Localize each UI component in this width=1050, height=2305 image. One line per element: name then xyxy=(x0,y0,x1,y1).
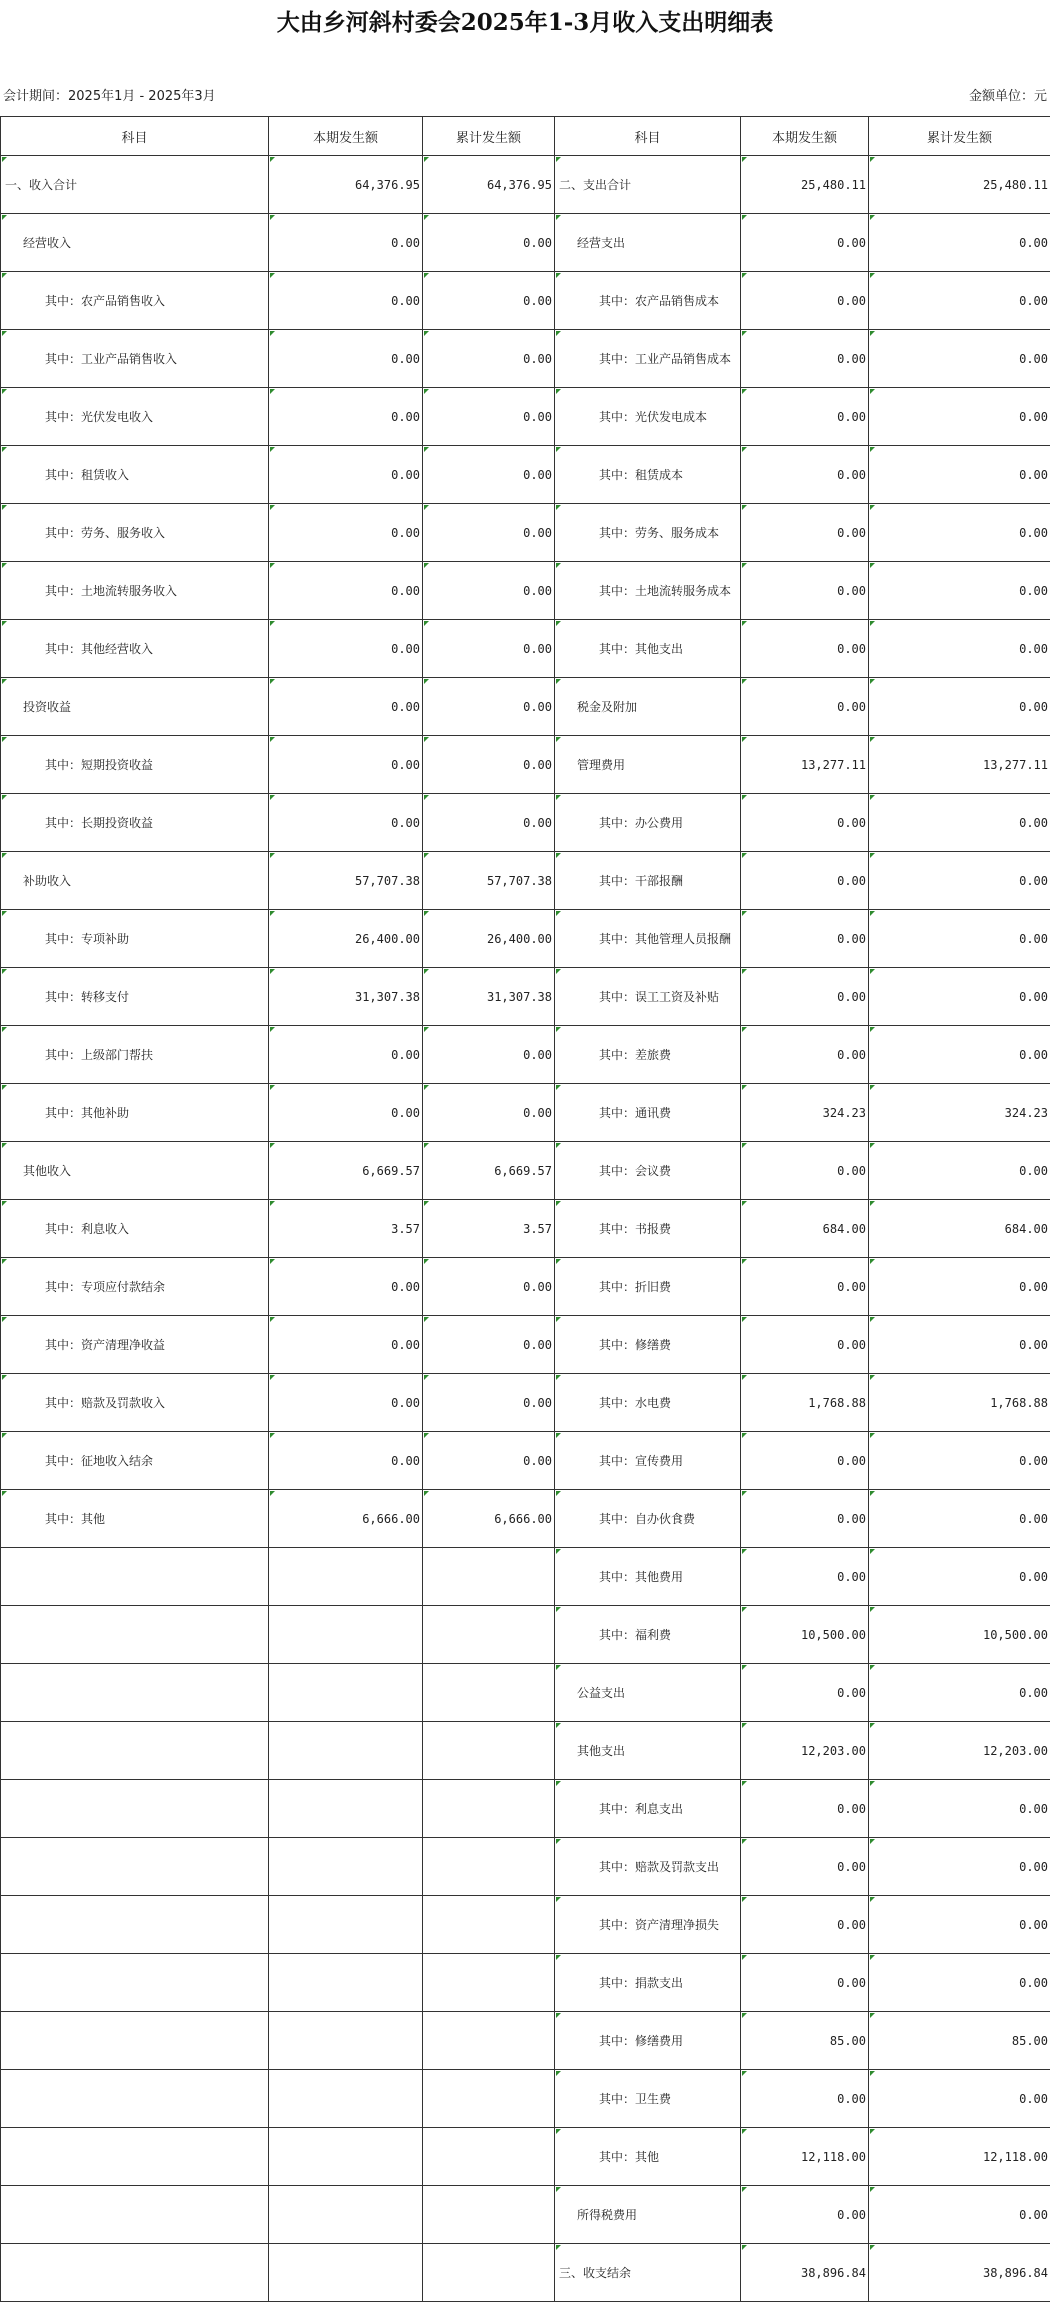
expense-current-amount: 13,277.11 xyxy=(741,736,869,794)
income-current-amount: 0.00 xyxy=(269,446,423,504)
expense-cumulative-amount: 1,768.88 xyxy=(869,1374,1050,1432)
table-row xyxy=(1,1084,1050,1142)
income-subject-cell: 其中：转移支付 xyxy=(1,968,269,1026)
income-current-amount: 3.57 xyxy=(269,1200,423,1258)
income-cumulative-amount: 3.57 xyxy=(423,1200,555,1258)
income-cumulative-amount: 57,707.38 xyxy=(423,852,555,910)
income-subject-cell: 其中：其他补助 xyxy=(1,1084,269,1142)
expense-subject-cell: 其中：其他费用 xyxy=(555,1548,741,1606)
income-cumulative-amount xyxy=(423,1664,555,1722)
table-row xyxy=(1,446,1050,504)
income-current-amount xyxy=(269,1722,423,1780)
income-cumulative-amount xyxy=(423,2070,555,2128)
income-subject-cell: 其中：工业产品销售收入 xyxy=(1,330,269,388)
income-current-amount xyxy=(269,1838,423,1896)
table-row xyxy=(1,1896,1050,1954)
expense-current-amount: 0.00 xyxy=(741,1548,869,1606)
expense-cumulative-amount: 0.00 xyxy=(869,1026,1050,1084)
expense-current-amount: 38,896.84 xyxy=(741,2244,869,2302)
expense-cumulative-amount: 12,203.00 xyxy=(869,1722,1050,1780)
header-income-current: 本期发生额 xyxy=(269,117,423,156)
expense-subject-cell: 其中：修缮费用 xyxy=(555,2012,741,2070)
expense-current-amount: 0.00 xyxy=(741,852,869,910)
table-row xyxy=(1,1548,1050,1606)
expense-current-amount: 0.00 xyxy=(741,1780,869,1838)
table-row xyxy=(1,1432,1050,1490)
expense-cumulative-amount: 0.00 xyxy=(869,388,1050,446)
table-row xyxy=(1,620,1050,678)
expense-current-amount: 0.00 xyxy=(741,272,869,330)
table-row xyxy=(1,504,1050,562)
expense-subject-cell: 管理费用 xyxy=(555,736,741,794)
expense-cumulative-amount: 0.00 xyxy=(869,1548,1050,1606)
expense-cumulative-amount: 0.00 xyxy=(869,620,1050,678)
income-current-amount: 0.00 xyxy=(269,678,423,736)
table-row xyxy=(1,2012,1050,2070)
report-title: 大由乡河斜村委会2025年1-3月收入支出明细表 xyxy=(276,9,774,36)
expense-cumulative-amount: 0.00 xyxy=(869,2070,1050,2128)
income-subject-cell: 其中：其他经营收入 xyxy=(1,620,269,678)
expense-current-amount: 25,480.11 xyxy=(741,156,869,214)
income-current-amount: 0.00 xyxy=(269,1374,423,1432)
income-cumulative-amount: 0.00 xyxy=(423,678,555,736)
expense-cumulative-amount: 0.00 xyxy=(869,214,1050,272)
expense-cumulative-amount: 0.00 xyxy=(869,910,1050,968)
expense-subject-cell: 其中：劳务、服务成本 xyxy=(555,504,741,562)
table-row xyxy=(1,2244,1050,2302)
expense-cumulative-amount: 0.00 xyxy=(869,1780,1050,1838)
expense-cumulative-amount: 12,118.00 xyxy=(869,2128,1050,2186)
income-cumulative-amount: 31,307.38 xyxy=(423,968,555,1026)
income-cumulative-amount xyxy=(423,2128,555,2186)
expense-subject-cell: 其中：赔款及罚款支出 xyxy=(555,1838,741,1896)
expense-cumulative-amount: 0.00 xyxy=(869,1316,1050,1374)
income-subject-cell: 其中：其他 xyxy=(1,1490,269,1548)
expense-subject-cell: 其中：卫生费 xyxy=(555,2070,741,2128)
income-cumulative-amount xyxy=(423,2244,555,2302)
table-row xyxy=(1,1722,1050,1780)
income-current-amount: 0.00 xyxy=(269,736,423,794)
income-expense-table xyxy=(0,116,1050,2302)
expense-current-amount: 0.00 xyxy=(741,1664,869,1722)
expense-cumulative-amount: 0.00 xyxy=(869,794,1050,852)
income-cumulative-amount: 0.00 xyxy=(423,620,555,678)
table-row xyxy=(1,1142,1050,1200)
table-row xyxy=(1,1026,1050,1084)
expense-cumulative-amount: 0.00 xyxy=(869,272,1050,330)
expense-subject-cell: 三、收支结余 xyxy=(555,2244,741,2302)
expense-current-amount: 0.00 xyxy=(741,1838,869,1896)
income-current-amount xyxy=(269,1896,423,1954)
income-cumulative-amount xyxy=(423,1838,555,1896)
expense-current-amount: 0.00 xyxy=(741,1258,869,1316)
income-subject-cell: 其中：上级部门帮扶 xyxy=(1,1026,269,1084)
expense-cumulative-amount: 0.00 xyxy=(869,1954,1050,2012)
income-subject-cell: 其中：专项补助 xyxy=(1,910,269,968)
expense-subject-cell: 其中：资产清理净损失 xyxy=(555,1896,741,1954)
table-row xyxy=(1,388,1050,446)
table-row xyxy=(1,968,1050,1026)
table-row xyxy=(1,562,1050,620)
expense-current-amount: 0.00 xyxy=(741,678,869,736)
expense-current-amount: 684.00 xyxy=(741,1200,869,1258)
income-cumulative-amount: 0.00 xyxy=(423,504,555,562)
income-current-amount: 0.00 xyxy=(269,794,423,852)
income-current-amount: 57,707.38 xyxy=(269,852,423,910)
expense-current-amount: 0.00 xyxy=(741,446,869,504)
income-cumulative-amount: 0.00 xyxy=(423,1432,555,1490)
expense-current-amount: 0.00 xyxy=(741,330,869,388)
income-subject-cell xyxy=(1,1954,269,2012)
income-subject-cell xyxy=(1,1722,269,1780)
expense-current-amount: 0.00 xyxy=(741,214,869,272)
income-current-amount: 0.00 xyxy=(269,1258,423,1316)
expense-current-amount: 12,118.00 xyxy=(741,2128,869,2186)
expense-current-amount: 0.00 xyxy=(741,1026,869,1084)
income-cumulative-amount: 0.00 xyxy=(423,1374,555,1432)
table-row xyxy=(1,1258,1050,1316)
income-cumulative-amount: 0.00 xyxy=(423,330,555,388)
income-current-amount: 0.00 xyxy=(269,1432,423,1490)
income-subject-cell xyxy=(1,1664,269,1722)
table-row xyxy=(1,1664,1050,1722)
expense-cumulative-amount: 38,896.84 xyxy=(869,2244,1050,2302)
income-current-amount: 0.00 xyxy=(269,1084,423,1142)
table-header-row xyxy=(1,117,1050,156)
income-current-amount: 0.00 xyxy=(269,1316,423,1374)
expense-cumulative-amount: 0.00 xyxy=(869,968,1050,1026)
expense-subject-cell: 其中：光伏发电成本 xyxy=(555,388,741,446)
income-cumulative-amount xyxy=(423,1780,555,1838)
income-current-amount xyxy=(269,1780,423,1838)
table-body xyxy=(1,156,1050,2302)
table-row xyxy=(1,214,1050,272)
expense-cumulative-amount: 0.00 xyxy=(869,1896,1050,1954)
income-subject-cell: 一、收入合计 xyxy=(1,156,269,214)
expense-subject-cell: 其中：办公费用 xyxy=(555,794,741,852)
income-current-amount xyxy=(269,2244,423,2302)
expense-current-amount: 12,203.00 xyxy=(741,1722,869,1780)
income-cumulative-amount xyxy=(423,1606,555,1664)
income-cumulative-amount: 0.00 xyxy=(423,1026,555,1084)
table-row xyxy=(1,1838,1050,1896)
expense-subject-cell: 其中：其他支出 xyxy=(555,620,741,678)
income-subject-cell xyxy=(1,1548,269,1606)
income-current-amount: 0.00 xyxy=(269,272,423,330)
income-current-amount: 0.00 xyxy=(269,504,423,562)
header-expense-subject: 科目 xyxy=(555,117,741,156)
income-subject-cell: 其中：专项应付款结余 xyxy=(1,1258,269,1316)
income-current-amount xyxy=(269,1606,423,1664)
income-subject-cell xyxy=(1,1606,269,1664)
expense-subject-cell: 其中：捐款支出 xyxy=(555,1954,741,2012)
table-row xyxy=(1,330,1050,388)
income-current-amount: 64,376.95 xyxy=(269,156,423,214)
expense-cumulative-amount: 0.00 xyxy=(869,1258,1050,1316)
income-cumulative-amount: 6,666.00 xyxy=(423,1490,555,1548)
expense-subject-cell: 其中：福利费 xyxy=(555,1606,741,1664)
table-row xyxy=(1,1374,1050,1432)
income-cumulative-amount: 0.00 xyxy=(423,1084,555,1142)
table-row xyxy=(1,2186,1050,2244)
table-row xyxy=(1,678,1050,736)
income-subject-cell: 其中：短期投资收益 xyxy=(1,736,269,794)
income-current-amount: 0.00 xyxy=(269,620,423,678)
income-cumulative-amount: 26,400.00 xyxy=(423,910,555,968)
income-cumulative-amount: 6,669.57 xyxy=(423,1142,555,1200)
expense-cumulative-amount: 13,277.11 xyxy=(869,736,1050,794)
expense-cumulative-amount: 10,500.00 xyxy=(869,1606,1050,1664)
income-current-amount: 6,666.00 xyxy=(269,1490,423,1548)
header-income-subject: 科目 xyxy=(1,117,269,156)
income-cumulative-amount: 0.00 xyxy=(423,272,555,330)
expense-cumulative-amount: 0.00 xyxy=(869,2186,1050,2244)
expense-current-amount: 0.00 xyxy=(741,1316,869,1374)
expense-current-amount: 10,500.00 xyxy=(741,1606,869,1664)
income-cumulative-amount: 0.00 xyxy=(423,388,555,446)
income-subject-cell xyxy=(1,2244,269,2302)
income-subject-cell: 其中：资产清理净收益 xyxy=(1,1316,269,1374)
table-row xyxy=(1,272,1050,330)
expense-subject-cell: 其中：书报费 xyxy=(555,1200,741,1258)
expense-subject-cell: 其中：其他 xyxy=(555,2128,741,2186)
expense-subject-cell: 其中：工业产品销售成本 xyxy=(555,330,741,388)
table-row xyxy=(1,1780,1050,1838)
income-subject-cell xyxy=(1,2186,269,2244)
income-current-amount: 0.00 xyxy=(269,330,423,388)
expense-subject-cell: 其中：农产品销售成本 xyxy=(555,272,741,330)
expense-cumulative-amount: 0.00 xyxy=(869,1142,1050,1200)
expense-subject-cell: 其中：水电费 xyxy=(555,1374,741,1432)
table-row xyxy=(1,1954,1050,2012)
expense-cumulative-amount: 85.00 xyxy=(869,2012,1050,2070)
income-subject-cell: 投资收益 xyxy=(1,678,269,736)
income-subject-cell: 其中：租赁收入 xyxy=(1,446,269,504)
expense-cumulative-amount: 25,480.11 xyxy=(869,156,1050,214)
income-subject-cell: 其中：土地流转服务收入 xyxy=(1,562,269,620)
expense-subject-cell: 其中：自办伙食费 xyxy=(555,1490,741,1548)
expense-current-amount: 1,768.88 xyxy=(741,1374,869,1432)
income-current-amount: 31,307.38 xyxy=(269,968,423,1026)
expense-cumulative-amount: 0.00 xyxy=(869,504,1050,562)
expense-cumulative-amount: 0.00 xyxy=(869,1838,1050,1896)
income-current-amount: 26,400.00 xyxy=(269,910,423,968)
expense-cumulative-amount: 0.00 xyxy=(869,562,1050,620)
table-row xyxy=(1,852,1050,910)
expense-subject-cell: 其中：会议费 xyxy=(555,1142,741,1200)
income-subject-cell: 其中：光伏发电收入 xyxy=(1,388,269,446)
income-subject-cell: 其中：利息收入 xyxy=(1,1200,269,1258)
income-cumulative-amount: 0.00 xyxy=(423,1316,555,1374)
accounting-period: 会计期间：2025年1月 - 2025年3月 xyxy=(3,89,216,104)
income-cumulative-amount xyxy=(423,1954,555,2012)
expense-subject-cell: 其中：租赁成本 xyxy=(555,446,741,504)
income-cumulative-amount xyxy=(423,1548,555,1606)
income-subject-cell: 经营收入 xyxy=(1,214,269,272)
table-row xyxy=(1,910,1050,968)
table-row xyxy=(1,794,1050,852)
income-subject-cell: 其中：农产品销售收入 xyxy=(1,272,269,330)
income-subject-cell xyxy=(1,2128,269,2186)
income-subject-cell xyxy=(1,1780,269,1838)
expense-current-amount: 0.00 xyxy=(741,388,869,446)
income-current-amount xyxy=(269,1548,423,1606)
income-current-amount xyxy=(269,1664,423,1722)
income-cumulative-amount: 0.00 xyxy=(423,214,555,272)
header-expense-current: 本期发生额 xyxy=(741,117,869,156)
income-current-amount xyxy=(269,1954,423,2012)
income-subject-cell: 其中：劳务、服务收入 xyxy=(1,504,269,562)
income-current-amount: 0.00 xyxy=(269,562,423,620)
expense-current-amount: 85.00 xyxy=(741,2012,869,2070)
expense-subject-cell: 二、支出合计 xyxy=(555,156,741,214)
header-expense-cumulative: 累计发生额 xyxy=(869,117,1050,156)
table-row xyxy=(1,1316,1050,1374)
table-row xyxy=(1,2128,1050,2186)
income-cumulative-amount xyxy=(423,2186,555,2244)
table-row xyxy=(1,1200,1050,1258)
income-subject-cell: 其中：征地收入结余 xyxy=(1,1432,269,1490)
income-subject-cell: 其中：赔款及罚款收入 xyxy=(1,1374,269,1432)
table-row xyxy=(1,1606,1050,1664)
expense-subject-cell: 其中：宣传费用 xyxy=(555,1432,741,1490)
table-row xyxy=(1,1490,1050,1548)
currency-unit: 金额单位：元 xyxy=(968,89,1047,104)
income-current-amount xyxy=(269,2186,423,2244)
income-current-amount xyxy=(269,2070,423,2128)
income-cumulative-amount: 0.00 xyxy=(423,562,555,620)
expense-current-amount: 0.00 xyxy=(741,1896,869,1954)
expense-current-amount: 0.00 xyxy=(741,1954,869,2012)
expense-cumulative-amount: 0.00 xyxy=(869,1432,1050,1490)
income-current-amount: 0.00 xyxy=(269,214,423,272)
income-cumulative-amount: 0.00 xyxy=(423,794,555,852)
expense-current-amount: 0.00 xyxy=(741,620,869,678)
income-subject-cell: 其他收入 xyxy=(1,1142,269,1200)
expense-cumulative-amount: 0.00 xyxy=(869,1490,1050,1548)
expense-subject-cell: 其他支出 xyxy=(555,1722,741,1780)
expense-subject-cell: 其中：误工工资及补贴 xyxy=(555,968,741,1026)
expense-subject-cell: 其中：修缮费 xyxy=(555,1316,741,1374)
expense-subject-cell: 其中：其他管理人员报酬 xyxy=(555,910,741,968)
income-subject-cell xyxy=(1,2070,269,2128)
expense-cumulative-amount: 684.00 xyxy=(869,1200,1050,1258)
expense-cumulative-amount: 0.00 xyxy=(869,852,1050,910)
expense-subject-cell: 所得税费用 xyxy=(555,2186,741,2244)
income-cumulative-amount xyxy=(423,1722,555,1780)
expense-current-amount: 0.00 xyxy=(741,968,869,1026)
income-current-amount: 0.00 xyxy=(269,388,423,446)
expense-current-amount: 0.00 xyxy=(741,910,869,968)
expense-subject-cell: 其中：通讯费 xyxy=(555,1084,741,1142)
expense-subject-cell: 其中：差旅费 xyxy=(555,1026,741,1084)
expense-subject-cell: 其中：折旧费 xyxy=(555,1258,741,1316)
expense-current-amount: 0.00 xyxy=(741,1490,869,1548)
expense-cumulative-amount: 0.00 xyxy=(869,678,1050,736)
income-cumulative-amount: 0.00 xyxy=(423,736,555,794)
expense-subject-cell: 其中：土地流转服务成本 xyxy=(555,562,741,620)
income-cumulative-amount: 64,376.95 xyxy=(423,156,555,214)
income-cumulative-amount xyxy=(423,1896,555,1954)
income-current-amount: 0.00 xyxy=(269,1026,423,1084)
income-cumulative-amount: 0.00 xyxy=(423,446,555,504)
income-subject-cell: 补助收入 xyxy=(1,852,269,910)
income-subject-cell xyxy=(1,1838,269,1896)
expense-subject-cell: 其中：干部报酬 xyxy=(555,852,741,910)
expense-current-amount: 0.00 xyxy=(741,1432,869,1490)
expense-subject-cell: 经营支出 xyxy=(555,214,741,272)
income-current-amount xyxy=(269,2012,423,2070)
expense-current-amount: 324.23 xyxy=(741,1084,869,1142)
expense-current-amount: 0.00 xyxy=(741,2186,869,2244)
expense-current-amount: 0.00 xyxy=(741,1142,869,1200)
table-row xyxy=(1,736,1050,794)
income-current-amount xyxy=(269,2128,423,2186)
income-cumulative-amount xyxy=(423,2012,555,2070)
table-row xyxy=(1,156,1050,214)
income-subject-cell xyxy=(1,1896,269,1954)
expense-cumulative-amount: 324.23 xyxy=(869,1084,1050,1142)
expense-current-amount: 0.00 xyxy=(741,504,869,562)
income-current-amount: 6,669.57 xyxy=(269,1142,423,1200)
expense-cumulative-amount: 0.00 xyxy=(869,1664,1050,1722)
expense-current-amount: 0.00 xyxy=(741,2070,869,2128)
income-subject-cell: 其中：长期投资收益 xyxy=(1,794,269,852)
expense-cumulative-amount: 0.00 xyxy=(869,330,1050,388)
expense-subject-cell: 税金及附加 xyxy=(555,678,741,736)
income-cumulative-amount: 0.00 xyxy=(423,1258,555,1316)
table-row xyxy=(1,2070,1050,2128)
expense-current-amount: 0.00 xyxy=(741,794,869,852)
header-income-cumulative: 累计发生额 xyxy=(423,117,555,156)
income-subject-cell xyxy=(1,2012,269,2070)
expense-current-amount: 0.00 xyxy=(741,562,869,620)
expense-subject-cell: 其中：利息支出 xyxy=(555,1780,741,1838)
expense-cumulative-amount: 0.00 xyxy=(869,446,1050,504)
expense-subject-cell: 公益支出 xyxy=(555,1664,741,1722)
